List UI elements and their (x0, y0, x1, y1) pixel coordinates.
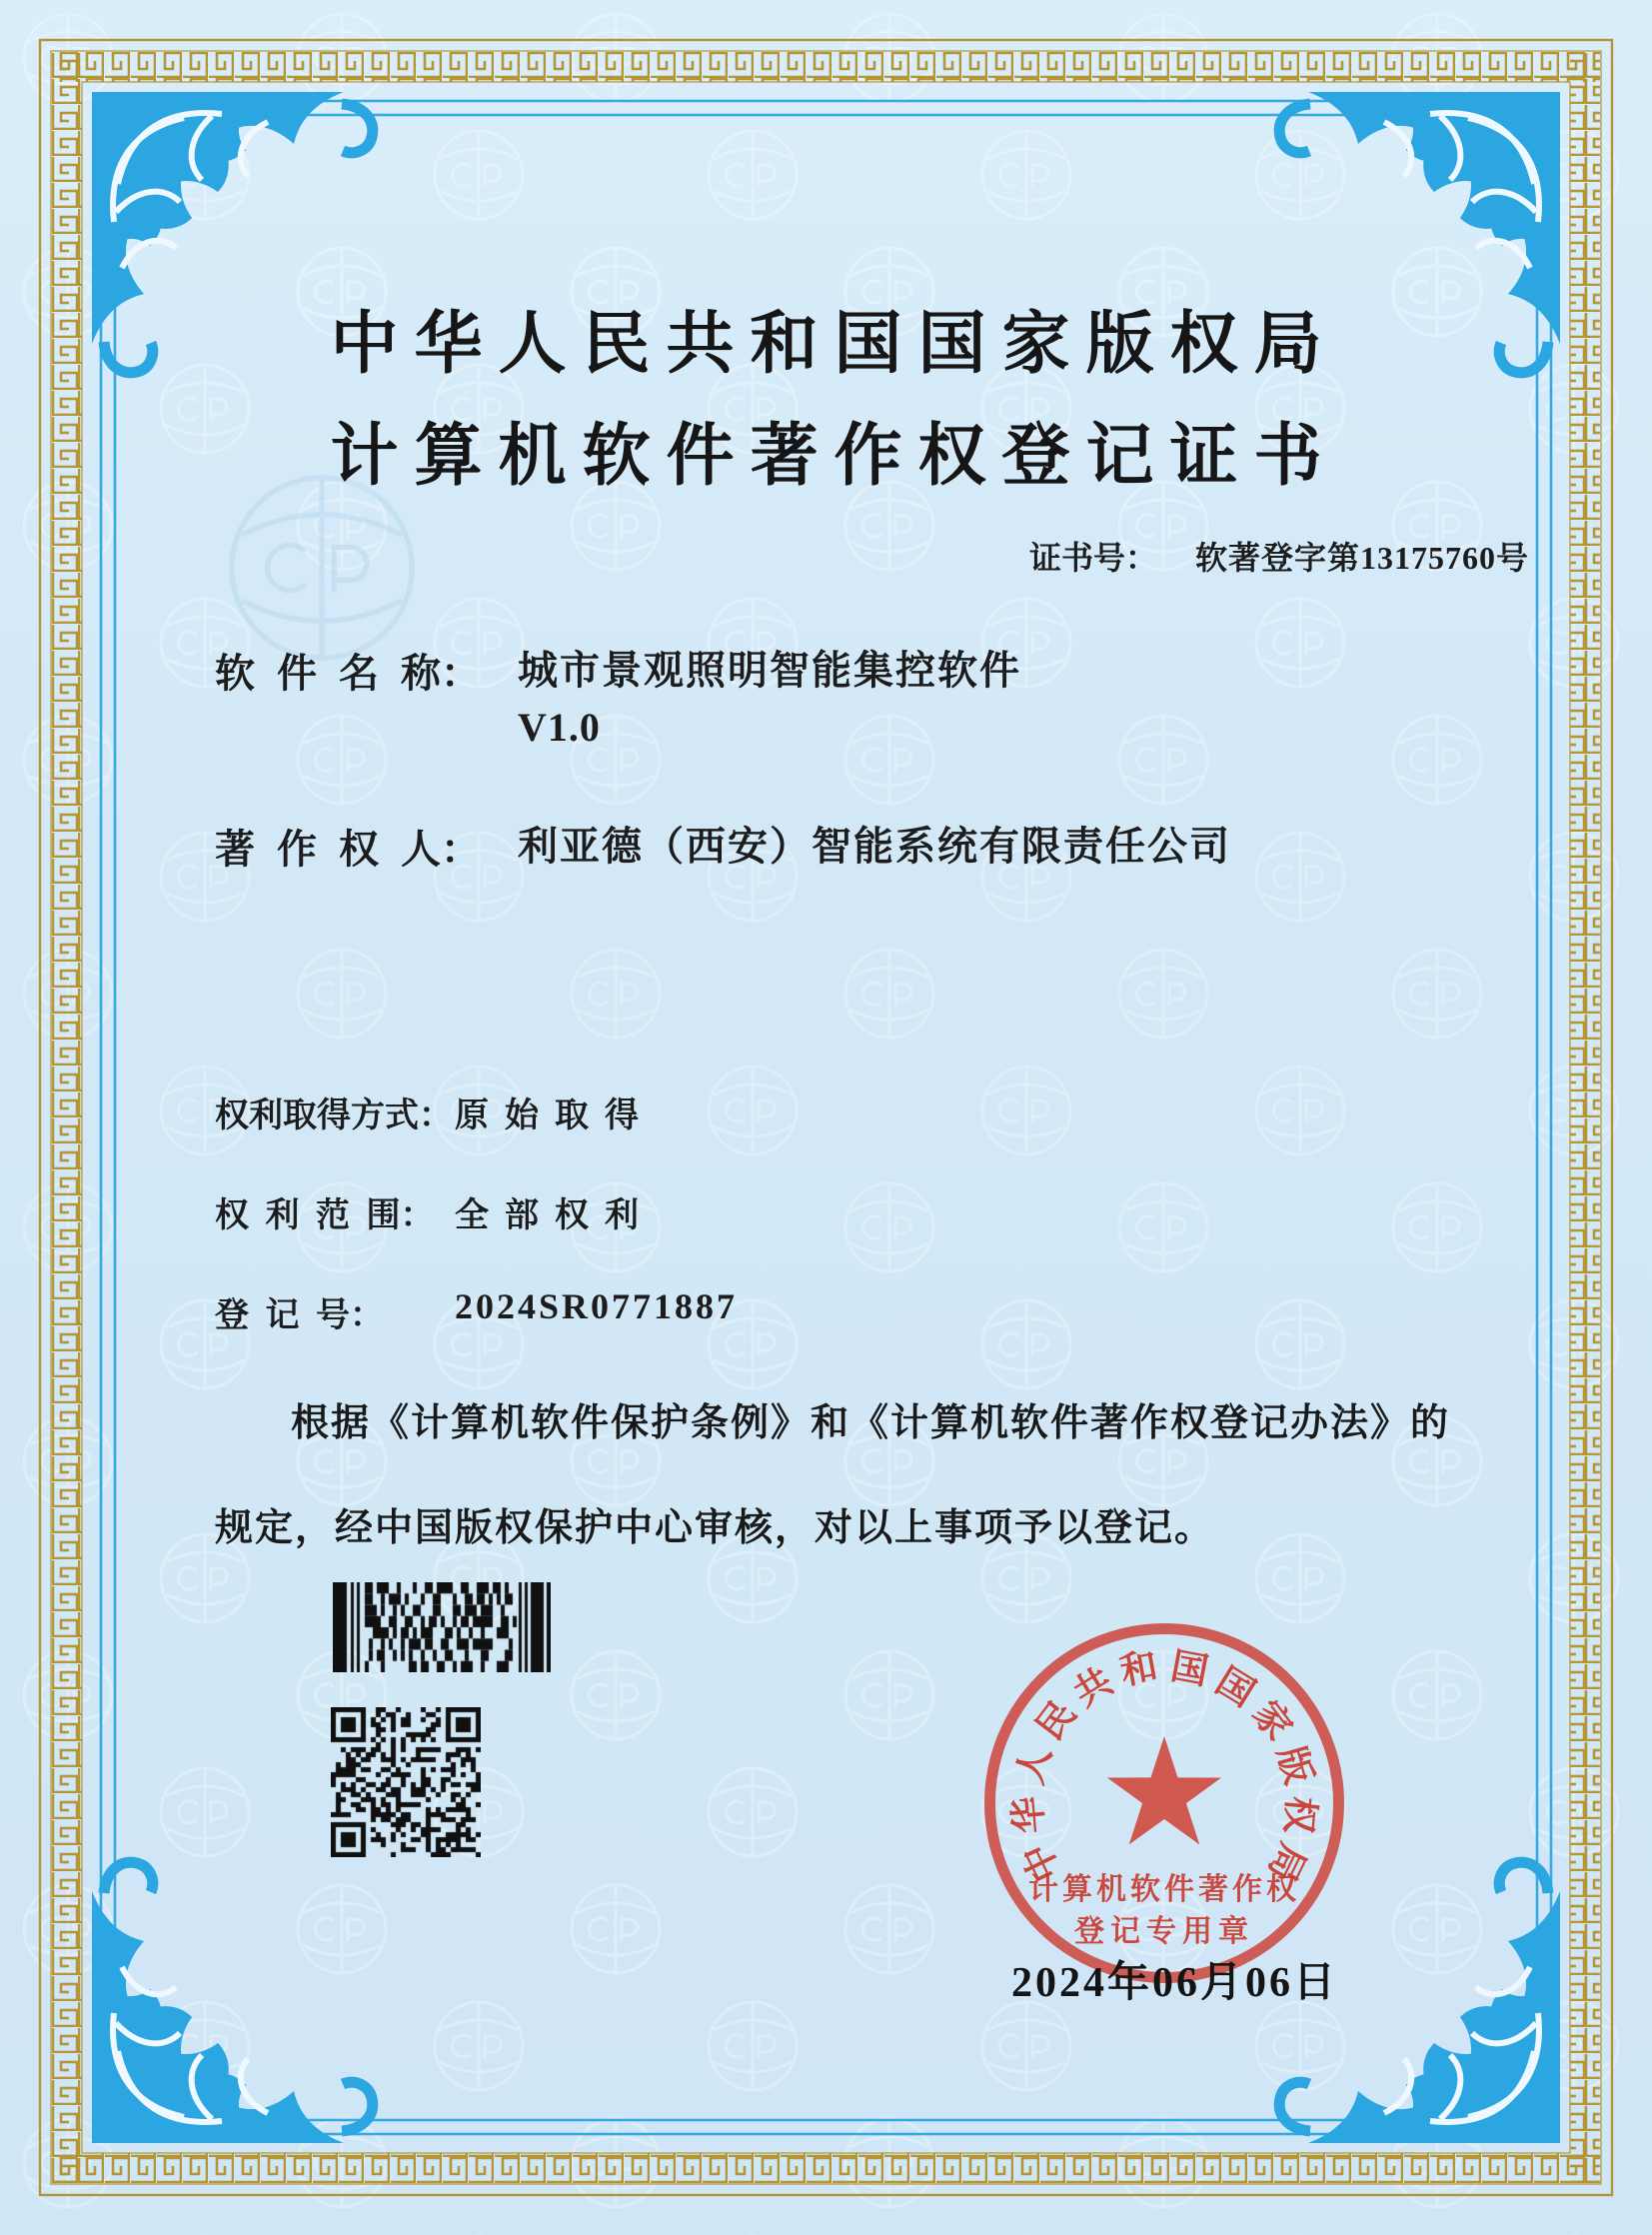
seal-arc-char: 版 (1269, 1741, 1319, 1789)
seal-text-line1: 计算机软件著作权 (1028, 1873, 1300, 1906)
acquisition-method-label: 权利取得方式： (215, 1098, 453, 1134)
body-paragraph-line2: 规定，经中国版权保护中心审核，对以上事项予以登记。 (215, 1507, 1215, 1549)
seal-arc-char: 人 (1009, 1741, 1059, 1789)
certificate-title: 计算机软件著作权登记证书 (330, 418, 1338, 494)
software-name-value (518, 642, 1021, 756)
seal-arc-char: 国 (1208, 1660, 1262, 1715)
certificate-number-row (1029, 533, 1529, 579)
seal-arc-char: 民 (1028, 1693, 1084, 1749)
rights-scope-value: 全部权利 (455, 1197, 655, 1234)
registration-number-label: 登 记 号： (215, 1297, 384, 1334)
seal-arc-char: 华 (1006, 1794, 1051, 1835)
red-star-icon (1099, 1731, 1229, 1861)
authority-title: 中华人民共和国国家版权局 (330, 306, 1338, 382)
registration-number-value: 2024SR0771887 (455, 1286, 739, 1326)
rights-scope-label: 权 利 范 围： (215, 1197, 435, 1234)
field-acquisition-method (215, 1088, 655, 1136)
certificate-number-value: 软著登字第13175760号 (1195, 540, 1530, 576)
issue-date: 2024年06月06日 (1011, 1960, 1339, 2006)
field-registration-number (215, 1287, 738, 1336)
seal-arc-char: 权 (1276, 1794, 1322, 1835)
seal-text-line2: 登记专用章 (1074, 1915, 1254, 1948)
field-copyright-holder (215, 818, 1231, 875)
qr-code (331, 1707, 481, 1857)
software-name-line1: 城市景观照明智能集控软件 (518, 648, 1021, 693)
official-seal (979, 1618, 1349, 1988)
seal-arc-char: 局 (1259, 1836, 1313, 1889)
body-paragraph-line1: 根据《计算机软件保护条例》和《计算机软件著作权登记办法》的 (291, 1402, 1451, 1444)
copyright-holder-label: 著 作 权 人： (215, 827, 481, 872)
field-software-name (215, 642, 1021, 756)
acquisition-method-value: 原始取得 (455, 1098, 655, 1134)
seal-arc-char: 共 (1066, 1660, 1120, 1715)
pdf417-barcode (333, 1582, 551, 1672)
seal-arc-char: 国 (1166, 1646, 1211, 1694)
software-version: V1.0 (518, 705, 601, 750)
copyright-holder-value: 利亚德（西安）智能系统有限责任公司 (518, 824, 1231, 869)
seal-arc-char: 家 (1244, 1693, 1300, 1749)
seal-arc-char: 中 (1015, 1836, 1069, 1889)
seal-arc-char: 和 (1117, 1646, 1162, 1694)
certificate-number-label: 证书号： (1029, 540, 1158, 576)
software-name-label: 软 件 名 称： (215, 651, 481, 696)
field-rights-scope (215, 1187, 655, 1236)
